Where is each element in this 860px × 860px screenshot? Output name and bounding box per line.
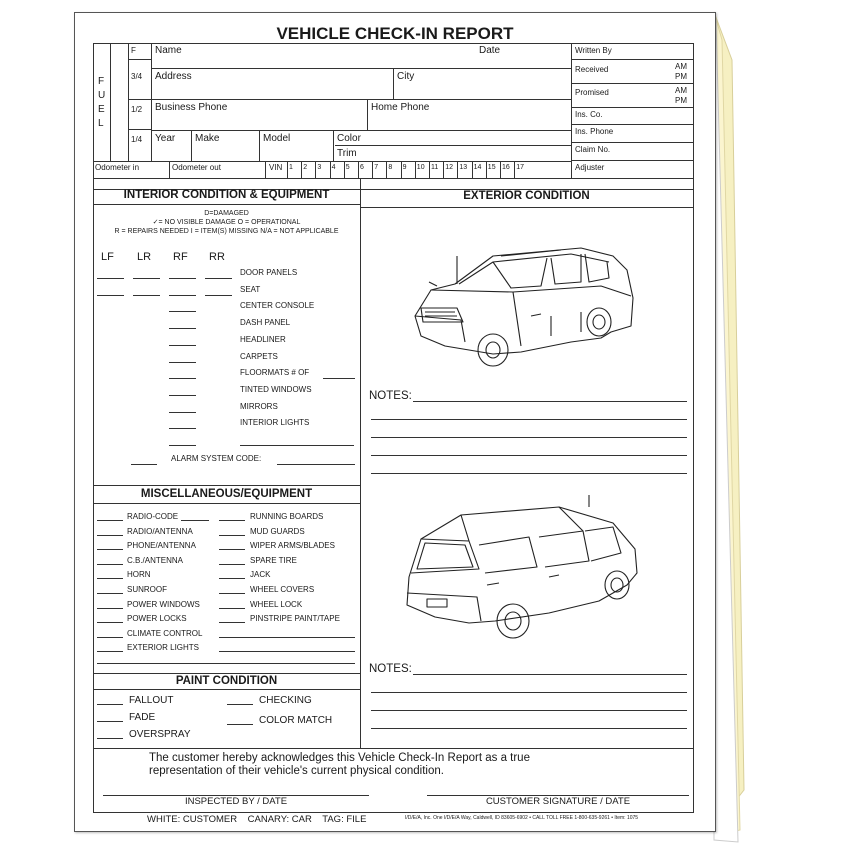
notes-label-bottom: NOTES: [369, 663, 412, 675]
vin-box-divider [330, 161, 331, 178]
acknowledgement-line-1: The customer hereby acknowledges this Vehicle Check-In Report as a true [149, 752, 530, 764]
vin-box-divider [344, 161, 345, 178]
misc-check-blank[interactable] [219, 549, 245, 550]
vin-digit-number: 12 [445, 164, 453, 171]
col-rf: RF [173, 251, 188, 263]
interior-check-blank[interactable] [169, 395, 196, 396]
paint-check-blank[interactable] [97, 704, 123, 705]
vin-digit-number: 5 [345, 164, 350, 171]
notes-line[interactable] [371, 710, 687, 711]
misc-check-blank[interactable] [97, 535, 123, 536]
vin-digit-number: 13 [459, 164, 468, 171]
interior-item-label: CENTER CONSOLE [240, 301, 315, 311]
legend-no-damage: ✓= NO VISIBLE DAMAGE O = OPERATIONAL [152, 219, 301, 226]
received-pm[interactable]: PM [675, 72, 687, 81]
year-label: Year [155, 133, 176, 144]
model-label: Model [263, 133, 291, 144]
interior-check-blank[interactable] [169, 278, 196, 279]
misc-item-label: C.B./ANTENNA [127, 555, 184, 565]
trim-label: Trim [337, 148, 357, 159]
alarm-label: ALARM SYSTEM CODE: [171, 454, 262, 463]
adjuster-label: Adjuster [575, 163, 605, 172]
interior-item-label: TINTED WINDOWS [240, 384, 312, 394]
vin-box-divider [372, 161, 373, 178]
misc-check-blank[interactable] [97, 622, 123, 623]
misc-check-blank[interactable] [219, 593, 245, 594]
notes-line[interactable] [413, 674, 687, 675]
copy-distribution: WHITE: CUSTOMER CANARY: CAR TAG: FILE [147, 814, 367, 825]
make-label: Make [195, 133, 220, 144]
ins-phone-label: Ins. Phone [575, 127, 614, 136]
fuel-letter-f: F [98, 76, 105, 87]
received-am[interactable]: AM [675, 62, 687, 71]
interior-check-blank[interactable] [169, 428, 196, 429]
interior-check-blank[interactable] [205, 278, 232, 279]
vin-digit-number: 16 [502, 164, 510, 171]
interior-check-blank[interactable] [169, 378, 196, 379]
paint-item-label: FADE [129, 712, 156, 723]
interior-check-blank[interactable] [169, 445, 196, 446]
fuel-letter-l: L [98, 118, 104, 129]
fuel-level-quarter: 1/4 [131, 135, 143, 144]
misc-other-line[interactable] [219, 651, 355, 652]
interior-check-blank[interactable] [169, 295, 196, 296]
vin-digit-number: 1 [289, 164, 293, 171]
misc-check-blank[interactable] [97, 651, 123, 652]
paint-check-blank[interactable] [97, 738, 123, 739]
misc-check-blank[interactable] [97, 564, 123, 565]
col-lf: LF [101, 251, 114, 263]
misc-item-label: WHEEL COVERS [250, 585, 315, 594]
interior-heading: INTERIOR CONDITION & EQUIPMENT [123, 189, 330, 201]
alarm-code-field[interactable] [277, 464, 355, 465]
misc-item-label: MUD GUARDS [250, 526, 305, 536]
vin-digit-number: 10 [416, 164, 425, 171]
misc-item-label: PINSTRIPE PAINT/TAPE [250, 614, 340, 624]
interior-check-blank[interactable] [169, 412, 196, 413]
misc-other-line[interactable] [97, 663, 355, 664]
interior-check-blank[interactable] [169, 345, 196, 346]
notes-line[interactable] [371, 473, 687, 474]
vehicle-front-view-drawing[interactable] [401, 226, 651, 376]
vin-digit-number: 9 [402, 164, 407, 171]
misc-check-blank[interactable] [97, 520, 123, 521]
paint-check-blank[interactable] [227, 704, 253, 705]
fuel-level-half: 1/2 [131, 105, 143, 114]
vin-digit-number: 11 [431, 164, 439, 171]
interior-check-blank[interactable] [133, 278, 160, 279]
misc-check-blank[interactable] [97, 637, 123, 638]
vin-digit-number: 8 [388, 164, 393, 171]
vin-box-divider [429, 161, 430, 178]
misc-check-blank[interactable] [97, 549, 123, 550]
vin-box-divider [415, 161, 416, 178]
vin-box-divider [358, 161, 359, 178]
interior-item-label: MIRRORS [240, 401, 278, 411]
misc-item-label: WIPER ARMS/BLADES [250, 541, 335, 551]
color-label: Color [337, 133, 361, 144]
notes-line[interactable] [371, 728, 687, 729]
misc-check-blank[interactable] [219, 608, 245, 609]
acknowledgement-line-2: representation of their vehicle's current physical condition. [149, 765, 444, 777]
paint-heading: PAINT CONDITION [175, 675, 278, 687]
notes-line[interactable] [413, 401, 687, 402]
promised-am[interactable]: AM [675, 86, 687, 95]
misc-item-label: RADIO-CODE [127, 512, 179, 521]
floormats-count-field[interactable] [323, 378, 355, 379]
interior-check-blank[interactable] [169, 362, 196, 363]
misc-item-label: PHONE/ANTENNA [127, 541, 196, 551]
vin-box-divider [486, 161, 487, 178]
date-label: Date [479, 45, 501, 56]
notes-label-top: NOTES: [369, 390, 412, 402]
paint-item-label: FALLOUT [129, 695, 174, 706]
fuel-letter-e: E [98, 104, 105, 115]
check-in-form [74, 12, 716, 832]
misc-item-label: POWER LOCKS [127, 614, 187, 624]
misc-item-label: RADIO/ANTENNA [127, 526, 193, 536]
interior-item-label: HEADLINER [240, 334, 286, 344]
name-label: Name [155, 45, 182, 56]
alarm-blank-check[interactable] [131, 464, 157, 465]
vin-box-divider [287, 161, 288, 178]
misc-check-blank[interactable] [97, 578, 123, 579]
fuel-level-full: F [131, 46, 136, 55]
ins-co-label: Ins. Co. [575, 110, 603, 119]
vin-digit-number: 6 [360, 164, 364, 171]
fuel-level-three-quarter: 3/4 [131, 72, 143, 81]
paint-item-label: COLOR MATCH [259, 715, 333, 726]
vin-label: VIN [269, 163, 283, 172]
notes-line[interactable] [371, 692, 687, 693]
legend-repairs: R = REPAIRS NEEDED I = ITEM(S) MISSING N/A = NOT APPLICABLE [114, 228, 339, 235]
misc-check-blank[interactable] [219, 578, 245, 579]
misc-item-label: EXTERIOR LIGHTS [127, 643, 200, 653]
misc-check-blank[interactable] [219, 535, 245, 536]
fuel-letter-u: U [98, 90, 106, 101]
misc-item-label: SUNROOF [127, 585, 167, 594]
misc-item-label: CLIMATE CONTROL [127, 628, 203, 638]
misc-item-label: JACK [250, 570, 271, 580]
misc-item-label: RUNNING BOARDS [250, 512, 324, 521]
misc-check-blank[interactable] [219, 520, 245, 521]
interior-item-label: INTERIOR LIGHTS [240, 418, 310, 428]
vehicle-rear-view-drawing[interactable] [399, 493, 659, 653]
vin-box-divider [401, 161, 402, 178]
customer-signature-label: CUSTOMER SIGNATURE / DATE [485, 796, 631, 807]
misc-check-blank[interactable] [219, 564, 245, 565]
interior-item-label: DOOR PANELS [240, 268, 298, 277]
misc-item-label: HORN [127, 570, 151, 580]
vin-box-divider [301, 161, 302, 178]
paint-item-label: OVERSPRAY [129, 729, 191, 740]
vin-digit-number: 14 [473, 164, 482, 171]
received-label: Received [575, 65, 609, 74]
vin-box-divider [457, 161, 458, 178]
vin-digit-number: 15 [487, 164, 496, 171]
promised-label: Promised [575, 88, 609, 97]
notes-line[interactable] [371, 455, 687, 456]
interior-item-label: DASH PANEL [240, 318, 291, 328]
paint-item-label: CHECKING [259, 695, 312, 706]
vin-digit-number: 2 [303, 164, 308, 171]
legend-damaged: D=DAMAGED [204, 210, 249, 217]
misc-check-blank[interactable] [97, 608, 123, 609]
interior-item-label: SEAT [240, 284, 261, 294]
interior-check-blank[interactable] [169, 328, 196, 329]
vin-box-divider [500, 161, 501, 178]
notes-line[interactable] [371, 437, 687, 438]
vin-digit-number: 17 [516, 164, 524, 171]
col-rr: RR [209, 251, 225, 263]
col-lr: LR [137, 251, 152, 263]
inspected-by-label: INSPECTED BY / DATE [184, 796, 288, 807]
vin-box-divider [315, 161, 316, 178]
city-label: City [397, 71, 415, 82]
home-phone-label: Home Phone [371, 102, 430, 113]
interior-check-blank[interactable] [97, 278, 124, 279]
notes-line[interactable] [371, 419, 687, 420]
interior-item-label: CARPETS [240, 351, 278, 361]
vin-digit-number: 4 [331, 164, 336, 171]
odometer-out-label: Odometer out [172, 163, 221, 172]
claim-no-label: Claim No. [575, 145, 611, 154]
vin-digit-number: 7 [374, 164, 379, 171]
interior-check-blank[interactable] [205, 295, 232, 296]
misc-item-label: WHEEL LOCK [250, 599, 303, 609]
misc-check-blank[interactable] [97, 593, 123, 594]
paint-check-blank[interactable] [227, 724, 253, 725]
paint-check-blank[interactable] [97, 721, 123, 722]
exterior-heading: EXTERIOR CONDITION [463, 190, 590, 202]
written-by-label: Written By [575, 46, 612, 55]
vin-box-divider [472, 161, 473, 178]
address-label: Address [155, 71, 192, 82]
odometer-in-label: Odometer in [95, 163, 140, 172]
vin-box-divider [443, 161, 444, 178]
interior-item-label: FLOORMATS # OF [240, 368, 310, 378]
misc-item-label: SPARE TIRE [250, 555, 297, 565]
publisher-info: I/D/E/A, Inc. One I/D/E/A Way, Caldwell, ID 83605-6902 • CALL TOLL FREE 1-800-635-9261 • Item: 1075 [405, 815, 639, 821]
misc-heading: MISCELLANEOUS/EQUIPMENT [140, 488, 313, 500]
interior-other-line[interactable] [240, 445, 354, 446]
interior-check-blank[interactable] [169, 311, 196, 312]
vin-box-divider [386, 161, 387, 178]
form-title: VEHICLE CHECK-IN REPORT [276, 24, 514, 43]
radio-code-field[interactable] [181, 520, 209, 521]
promised-pm[interactable]: PM [675, 96, 687, 105]
business-phone-label: Business Phone [155, 102, 228, 113]
vin-digit-number: 3 [317, 164, 322, 171]
vin-box-divider [514, 161, 515, 178]
misc-check-blank[interactable] [219, 622, 245, 623]
misc-other-line[interactable] [219, 637, 355, 638]
interior-check-blank[interactable] [97, 295, 124, 296]
interior-check-blank[interactable] [133, 295, 160, 296]
misc-item-label: POWER WINDOWS [127, 599, 200, 609]
